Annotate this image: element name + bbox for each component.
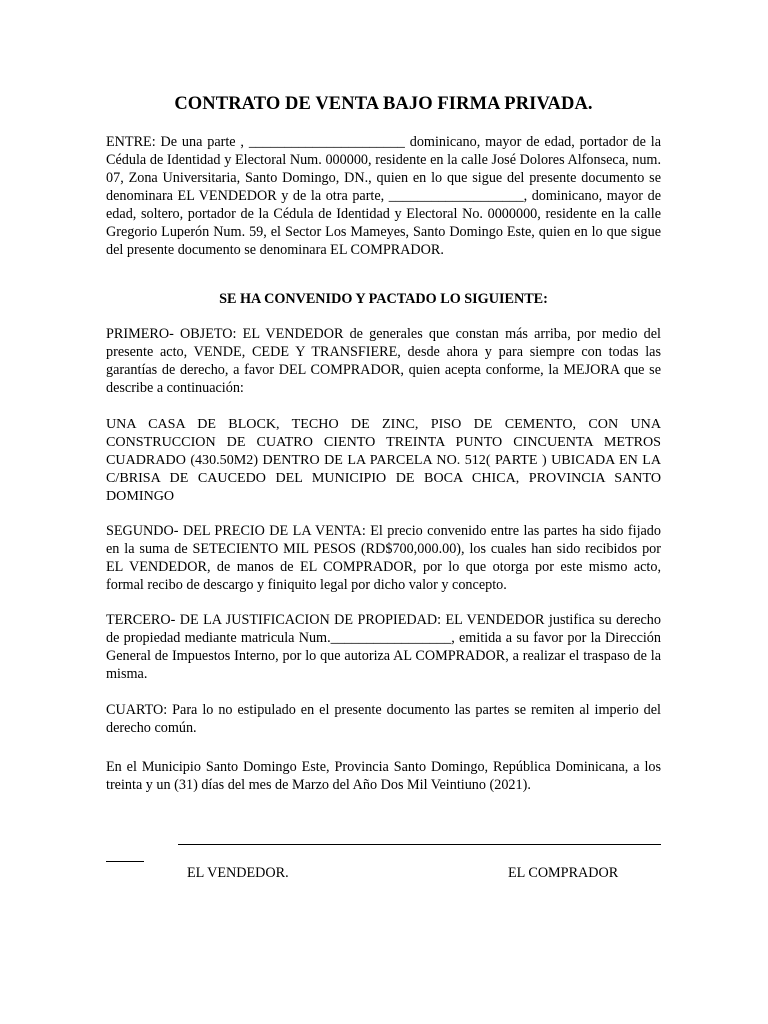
- clause-segundo: SEGUNDO- DEL PRECIO DE LA VENTA: El precio convenido entre las partes ha sido fijado en la suma de SETECIENTO MIL PESOS (RD$700,000.00), los cuales han sido recibidos por EL VENDEDOR, de manos de EL COMPRADOR, por lo que otorga por este mismo acto, formal recibo de descargo y finiquito legal por dicho valor y concepto.: [106, 523, 661, 593]
- clause-primero: PRIMERO- OBJETO: EL VENDEDOR de generales que constan más arriba, por medio del presente acto, VENDE, CEDE Y TRANSFIERE, desde ahora y para siempre con todas las garantías de derecho, a favor DEL COMPRADOR, quien acepta conforme, la MEJORA que se describe a continuación:: [106, 326, 661, 396]
- property-description: UNA CASA DE BLOCK, TECHO DE ZINC, PISO DE CEMENTO, CON UNA CONSTRUCCION DE CUATRO CIENTO TREINTA PUNTO CINCUENTA METROS CUADRADO (430.50M2) DENTRO DE LA PARCELA NO. 512( PARTE ) UBICADA EN LA C/BRISA DE CAUCEDO DEL MUNICIPIO DE BOCA CHICA, PROVINCIA SANTO DOMINGO: [106, 416, 661, 504]
- document-title: CONTRATO DE VENTA BAJO FIRMA PRIVADA.: [174, 94, 593, 114]
- section-subtitle: SE HA CONVENIDO Y PACTADO LO SIGUIENTE:: [219, 291, 548, 307]
- clause-tercero: TERCERO- DE LA JUSTIFICACION DE PROPIEDAD: EL VENDEDOR justifica su derecho de propiedad mediante matricula Num._________________, emitida a su favor por la Dirección General de Impuestos Interno, por lo que autoriza AL COMPRADOR, a realizar el traspaso de la misma.: [106, 612, 661, 682]
- signature-label-comprador: EL COMPRADOR: [508, 865, 619, 881]
- intro-paragraph: ENTRE: De una parte , ______________________ dominicano, mayor de edad, portador de la Cédula de Identidad y Electoral Num. 000000, residente en la calle José Dolores Alfonseca, num. 07, Zona Universitaria, Santo Domingo, DN., quien en lo que sigue del presente documento se denominara EL VENDEDOR y de la otra parte, ___________________, dominicano, mayor de edad, soltero, portador de la Cédula de Identidad y Electoral No. 0000000, residente en la calle Gregorio Luperón Num. 59, el Sector Los Mameyes, Santo Domingo Este, quien en lo que sigue del presente documento se denominara EL COMPRADOR.: [106, 134, 661, 258]
- signature-label-vendedor: EL VENDEDOR.: [187, 865, 289, 881]
- closing-paragraph: En el Municipio Santo Domingo Este, Provincia Santo Domingo, República Dominicana, a los treinta y un (31) días del mes de Marzo del Año Dos Mil Veintiuno (2021).: [106, 759, 661, 793]
- signature-line-short: [106, 861, 144, 862]
- signature-line: [178, 844, 661, 845]
- clause-cuarto: CUARTO: Para lo no estipulado en el presente documento las partes se remiten al imperio del derecho común.: [106, 702, 661, 736]
